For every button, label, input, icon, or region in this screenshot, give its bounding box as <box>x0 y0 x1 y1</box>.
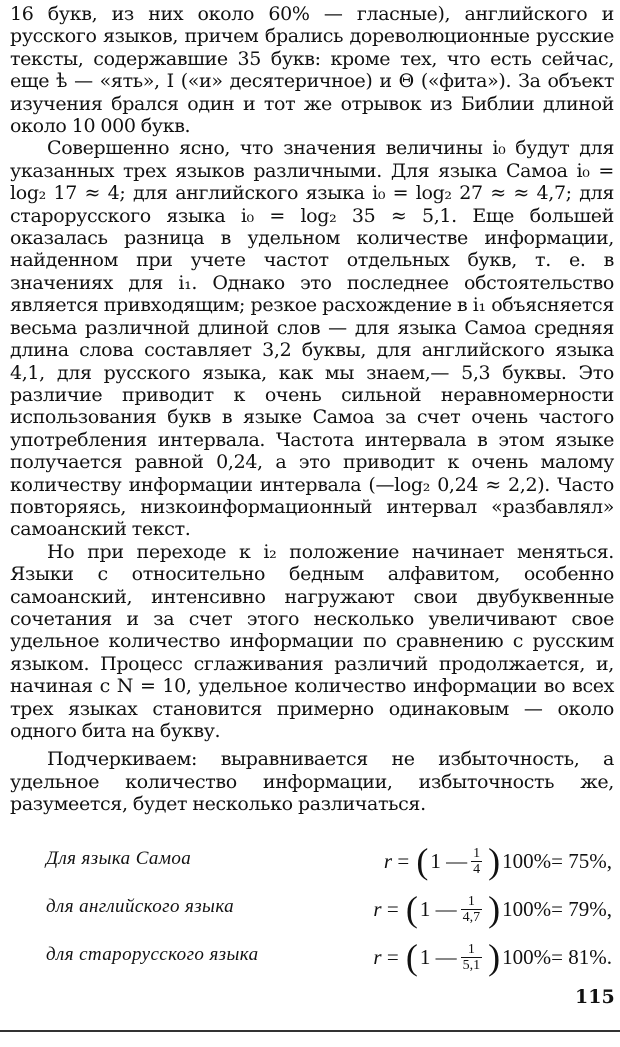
formula-expression <box>373 886 612 932</box>
fraction-numerator: 1 <box>473 845 481 861</box>
formula-expression <box>384 838 612 884</box>
formula-result: = 75%, <box>551 848 612 873</box>
formula-equals: = <box>386 944 399 969</box>
formula-fraction <box>471 846 482 877</box>
formula-percent: 100% <box>502 848 552 873</box>
redundancy-formulas <box>46 838 612 982</box>
paragraph-2: Совершенно ясно, что значения величины i₀ будут для указанных трех языков различными. Для языка Самоа i₀ = log₂ 17 ≈ 4; для английского языка i₀ = log₂ 27 ≈ ≈ 4,7; для старорусского языка i₀ = log₂ 35 ≈ 5,1. Еще большей оказалась разница в удельном количестве информации, найденном при учете частот отдельных букв, т. е. в значениях для i₁. Однако это последнее обстоятельство является привходящим; резкое расхождение в i₁ объясняется весьма различной длиной слов — для языка Самоа средняя длина слова составляет 3,2 буквы, для английского языка 4,1, для русского языка, как мы знаем,— 5,3 буквы. Это различие приводит к очень сильной неравномерности использования букв в языке Самоа за счет очень частого употребления интервала. Частота интервала в этом языке получается равной 0,24, а это приводит к очень малому количеству информации интервала (—log₂ 0,24 ≈ 2,2). Часто повторяясь, низкоинформационный интервал «разбавлял» самоанский текст. <box>10 137 614 541</box>
right-paren: ) <box>488 841 501 881</box>
formula-variable: r <box>373 896 382 921</box>
formula-minus: — <box>435 944 457 969</box>
formula-variable: r <box>383 848 393 873</box>
formula-percent: 100% <box>502 896 552 921</box>
formula-equals: = <box>386 896 399 921</box>
formula-equals: = <box>397 848 410 873</box>
fraction-denominator: 4,7 <box>462 909 481 925</box>
formula-one: 1 <box>419 944 431 969</box>
formula-minus: — <box>435 896 457 921</box>
right-paren: ) <box>488 889 501 929</box>
formula-one: 1 <box>419 896 431 921</box>
formula-row-old-russian <box>46 934 612 980</box>
formula-label: для английского языка <box>46 896 235 917</box>
formula-result: = 81%. <box>551 944 612 969</box>
formula-minus: — <box>446 848 468 873</box>
fraction-denominator: 5,1 <box>462 957 481 973</box>
formula-row-english <box>46 886 612 932</box>
formula-percent: 100% <box>502 944 552 969</box>
formula-result: = 79%, <box>551 896 612 921</box>
formula-fraction <box>461 894 483 925</box>
paragraph-4: Подчеркиваем: выравнивается не избыточность, а удельное количество информации, избыточность же, разумеется, будет несколько различаться. <box>10 748 614 816</box>
left-paren: ( <box>405 937 418 977</box>
formula-one: 1 <box>430 848 441 873</box>
formula-label: Для языка Самоа <box>46 848 192 869</box>
book-page <box>10 3 614 816</box>
left-paren: ( <box>416 841 429 881</box>
formula-label: для старорусского языка <box>46 944 259 965</box>
right-paren: ) <box>488 937 501 977</box>
bottom-rule <box>0 1030 620 1032</box>
left-paren: ( <box>405 889 418 929</box>
fraction-numerator: 1 <box>467 893 475 909</box>
page-number: 115 <box>575 986 615 1008</box>
fraction-numerator: 1 <box>467 941 475 957</box>
formula-row-samoa <box>46 838 612 884</box>
paragraph-3: Но при переходе к i₂ положение начинает меняться. Языки с относительно бедным алфавитом, особенно самоанский, интенсивно нагружают свои двубуквенные сочетания и за счет этого несколько увеличивают свое удельное количество информации по сравнению с русским языком. Процесс сглаживания различий продолжается, и, начиная с N = 10, удельное количество информации во всех трех языках становится примерно одинаковым — около одного бита на букву. <box>10 540 614 742</box>
fraction-denominator: 4 <box>473 861 481 877</box>
formula-variable: r <box>373 944 382 969</box>
formula-fraction <box>461 942 483 973</box>
formula-expression <box>373 934 612 980</box>
paragraph-1: 16 букв, из них около 60% — гласные), английского и русского языков, причем брались дореволюционные русские тексты, содержавшие 35 букв: кроме тех, что есть сейчас, еще ѣ — «ять», I («и» десятеричное) и Θ («фита»). За объект изучения брался один и тот же отрывок из Библии длиной около 10 000 букв. <box>10 3 614 138</box>
